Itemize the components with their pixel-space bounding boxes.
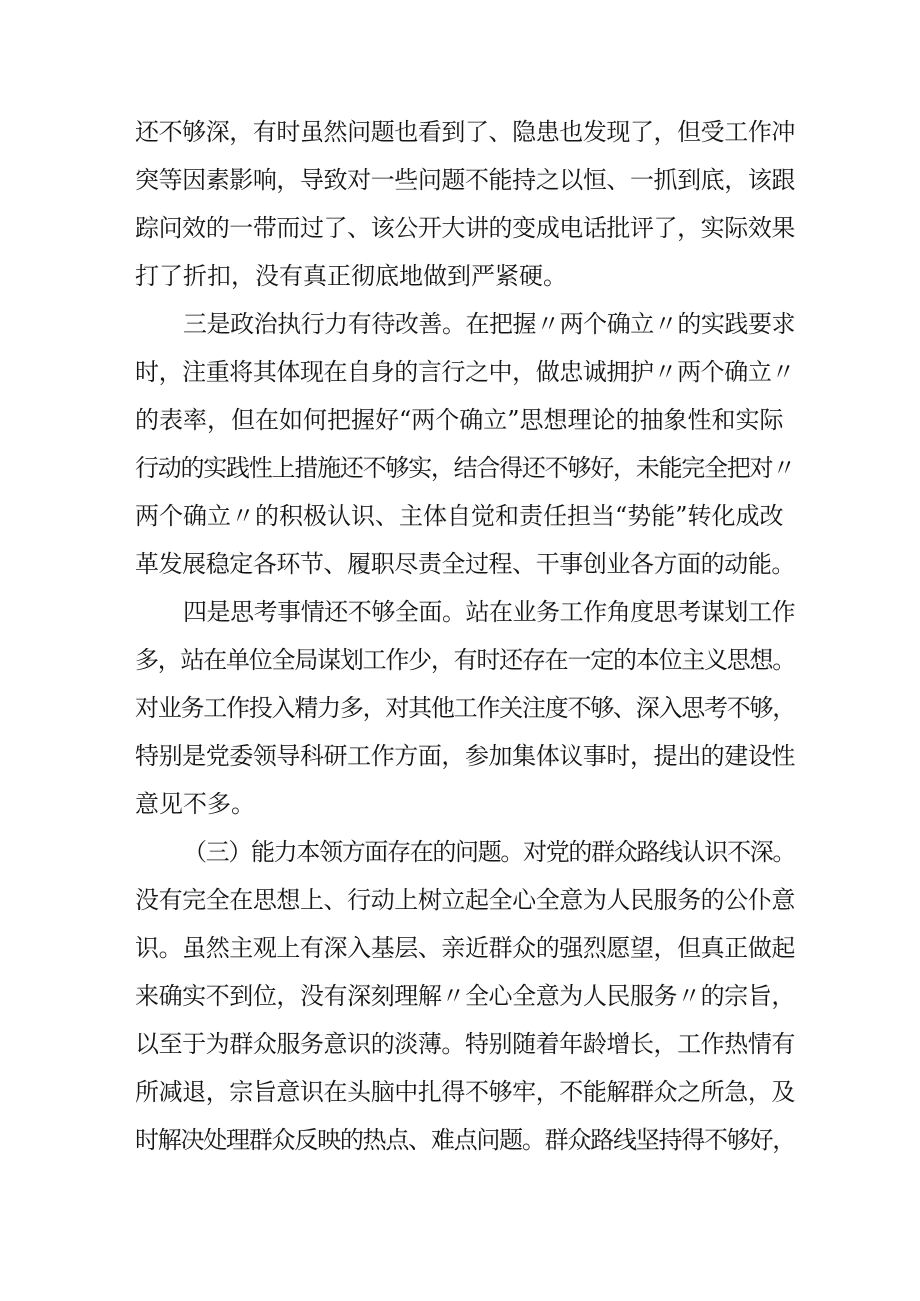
- text-line: 多，站在单位全局谋划工作少，有时还存在一定的本位主义思想。: [135, 646, 796, 674]
- text-line: 革发展稳定各环节、履职尽责全过程、干事创业各方面的动能。: [135, 550, 795, 578]
- text-line: 以至于为群众服务意识的淡薄。特别随着年龄增长，工作热情有: [135, 1030, 795, 1058]
- text-line: 对业务工作投入精力多，对其他工作关注度不够、深入思考不够，: [135, 694, 796, 722]
- text-line: 行动的实践性上措施还不够实，结合得还不够好，未能完全把对〃: [135, 454, 796, 482]
- text-line: 的表率，但在如何把握好“两个确立”思想理论的抽象性和实际: [135, 406, 784, 434]
- text-line: 时，注重将其体现在自身的言行之中，做忠诚拥护〃两个确立〃: [135, 358, 795, 386]
- text-line: 两个确立〃的积极认识、主体自觉和责任担当“势能”转化成改: [135, 502, 784, 530]
- text-line: 踪问效的一带而过了、该公开大讲的变成电话批评了，实际效果: [135, 214, 795, 242]
- text-line: 来确实不到位，没有深刻理解〃全心全意为人民服务〃的宗旨，: [135, 982, 795, 1010]
- text-line: 打了折扣，没有真正彻底地做到严紧硬。: [135, 262, 567, 290]
- paragraph-first-line: 四是思考事情还不够全面。站在业务工作角度思考谋划工作: [183, 598, 796, 626]
- text-line: 时解决处理群众反映的热点、难点问题。群众路线坚持得不够好，: [135, 1126, 796, 1154]
- text-line: 突等因素影响，导致对一些问题不能持之以恒、一抓到底，该跟: [135, 166, 795, 194]
- text-line: 所减退，宗旨意识在头脑中扎得不够牢，不能解群众之所急，及: [135, 1078, 795, 1106]
- text-line: 没有完全在思想上、行动上树立起全心全意为人民服务的公仆意: [135, 886, 795, 914]
- text-line: 还不够深，有时虽然问题也看到了、隐患也发现了，但受工作冲: [135, 118, 795, 146]
- section-heading-line: （三）能力本领方面存在的问题。对党的群众路线认识不深。: [183, 838, 796, 866]
- text-line: 特别是党委领导科研工作方面，参加集体议事时，提出的建设性: [135, 742, 795, 770]
- text-line: 识。虽然主观上有深入基层、亲近群众的强烈愿望，但真正做起: [135, 934, 795, 962]
- paragraph-first-line: 三是政治执行力有待改善。在把握〃两个确立〃的实践要求: [183, 310, 796, 338]
- text-line: 意见不多。: [135, 790, 255, 818]
